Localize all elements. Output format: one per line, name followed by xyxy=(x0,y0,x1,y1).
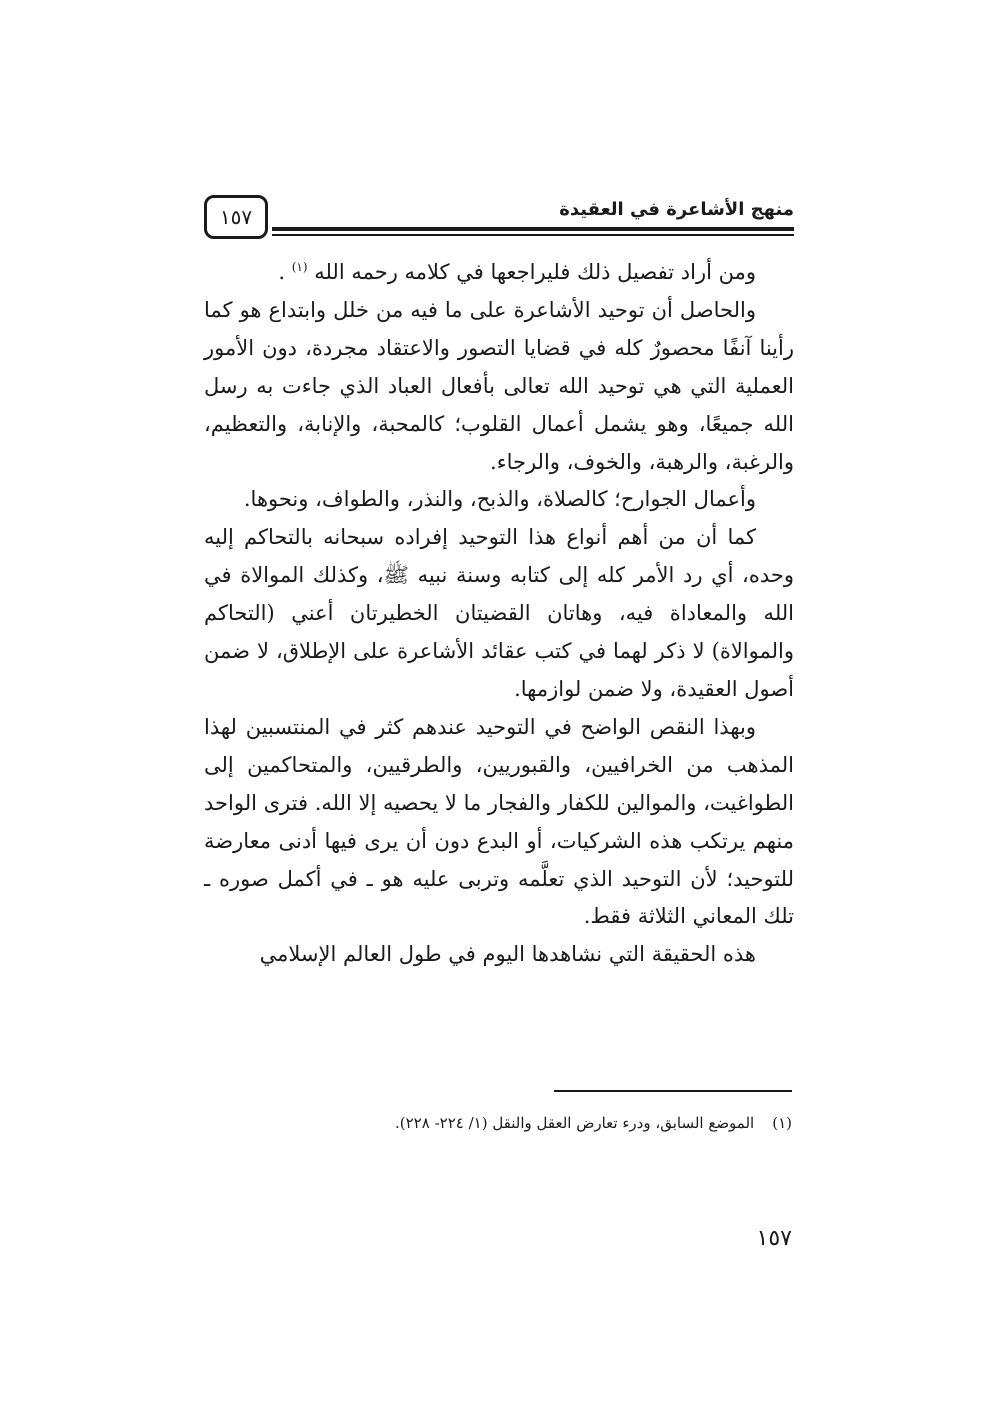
header-page-number: ١٥٧ xyxy=(219,205,253,229)
footnote xyxy=(204,1111,792,1135)
running-title: منهج الأشاعرة في العقيدة xyxy=(559,199,794,220)
footnote-text: الموضع السابق، ودرء تعارض العقل والنقل (١/ ٢٢٤- ٢٢٨). xyxy=(395,1114,755,1132)
footnote-separator xyxy=(554,1090,792,1092)
paragraph-3: وأعمال الجوارح؛ كالصلاة، والذبح، والنذر، والطواف، ونحوها. xyxy=(243,487,756,512)
footer-page-number: ١٥٧ xyxy=(756,1226,792,1251)
footnote-reference[interactable]: (١) xyxy=(291,260,308,274)
body-text xyxy=(204,254,794,974)
paragraph-1-lead: ومن أراد تفصيل ذلك فليراجعها في كلامه رحمه الله xyxy=(314,260,756,284)
paragraph-2: والحاصل أن توحيد الأشاعرة على ما فيه من خلل وابتداع هو كما رأينا آنفًا محصورٌ كله في قضايا التصور والاعتقاد مجردة، دون الأمور العملية التي هي توحيد الله تعالى بأفعال العباد الذي جاءت به رسل الله جميعًا، وهو يشمل أعمال القلوب؛ كالمحبة، والإنابة، والتعظيم، والرغبة، والرهبة، والخوف، والرجاء. xyxy=(204,297,794,474)
paragraph-5: وبهذا النقص الواضح في التوحيد عندهم كثر في المنتسبين لهذا المذهب من الخرافيين، والقبوريين، والطرقيين، والمتحاكمين إلى الطواغيت، والموالين للكفار والفجار ما لا يحصيه إلا الله. فترى الواحد منهم يرتكب هذه الشركيات، أو البدع دون أن يرى فيها أدنى معارضة للتوحيد؛ لأن التوحيد الذي تعلَّمه وتربى عليه هو ـ في أكمل صوره ـ تلك المعاني الثلاثة فقط. xyxy=(204,714,794,929)
paragraph-6: هذه الحقيقة التي نشاهدها اليوم في طول العالم الإسلامي xyxy=(259,942,756,967)
footnote-number: (١) xyxy=(772,1114,792,1132)
paragraph-4: كما أن من أهم أنواع هذا التوحيد إفراده سبحانه بالتحاكم إليه وحده، أي رد الأمر كله إلى كتابه وسنة نبيه ﷺ، وكذلك الموالاة في الله والمعاداة فيه، وهاتان القضيتان الخطيرتان أعني (التحاكم والموالاة) لا ذكر لهما في كتب عقائد الأشاعرة على الإطلاق، لا ضمن أصول العقيدة، ولا ضمن لوازمها. xyxy=(204,525,794,701)
header-rule-thin xyxy=(272,234,794,236)
paragraph-1 xyxy=(204,254,794,292)
header-page-number-box xyxy=(204,195,268,239)
header-rule-thick xyxy=(272,227,794,231)
page-header xyxy=(204,195,794,243)
paragraph-1-tail: . xyxy=(278,260,285,284)
